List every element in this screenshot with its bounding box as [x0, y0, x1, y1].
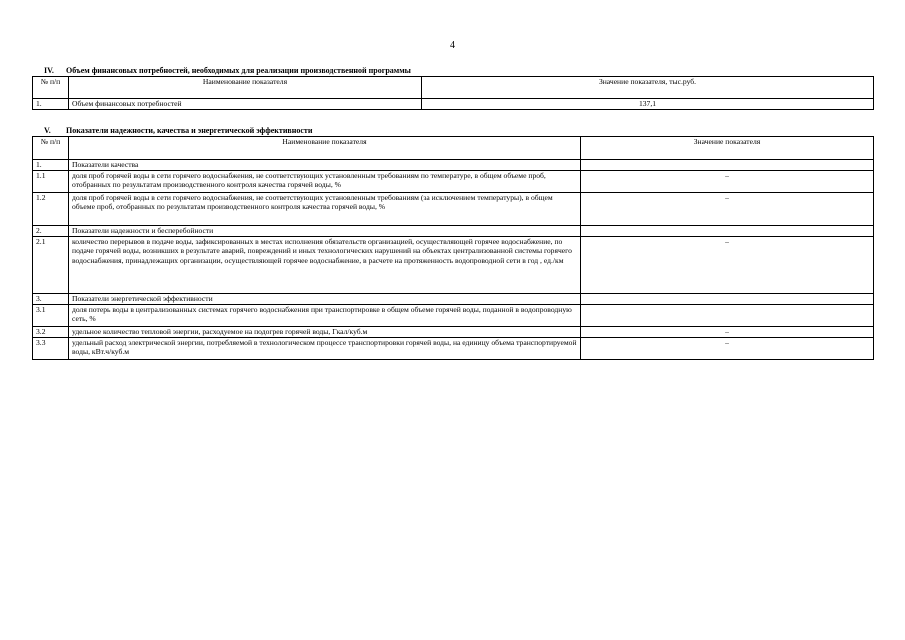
header-value: Значение показателя, тыс.руб.: [422, 77, 874, 99]
row-value: –: [581, 327, 874, 338]
row-value: 137,1: [422, 99, 874, 110]
row-value: [581, 305, 874, 327]
row-name: количество перерывов в подаче воды, зафиксированных в местах исполнения обязательств организацией, осуществляющей горячее водоснабжение, по подаче горячей воды, возникших в результате аварий, повреждений и иных технологических нарушений на объектах централизованной системы горячего водоснабжения, принадлежащих организации, осуществляющей горячее водоснабжение, в расчете на протяженность водопроводной сети в год , ед./км: [69, 237, 581, 294]
header-name: Наименование показателя: [69, 77, 422, 99]
row-num: 3.3: [33, 338, 69, 360]
financial-needs-table: [32, 76, 874, 110]
section-4-roman: IV.: [44, 66, 54, 75]
row-value: –: [581, 193, 874, 226]
section-5-roman: V.: [44, 126, 51, 135]
table-row: [33, 237, 874, 294]
row-name: Показатели надежности и бесперебойности: [69, 226, 581, 237]
table-row: [33, 193, 874, 226]
row-name: доля проб горячей воды в сети горячего водоснабжения, не соответствующих установленным требованиям (за исключением температуры), в общем объеме проб, отобранных по результатам производственного контроля качества горячей воды, %: [69, 193, 581, 226]
table-row: [33, 294, 874, 305]
section-5-title-text: Показатели надежности, качества и энергетической эффективности: [66, 126, 313, 135]
table-row: [33, 305, 874, 327]
table-header-row: [33, 77, 874, 99]
row-value: [581, 226, 874, 237]
table-row: [33, 338, 874, 360]
header-name: Наименование показателя: [69, 137, 581, 160]
header-num: № п/п: [33, 77, 69, 99]
table-row: [33, 226, 874, 237]
row-num: 1.: [33, 99, 69, 110]
row-name: доля проб горячей воды в сети горячего водоснабжения, не соответствующих установленным требованиям по температуре, в общем объеме проб, отобранных по результатам производственного контроля качества горячей воды, %: [69, 171, 581, 193]
row-num: 2.: [33, 226, 69, 237]
table-row: [33, 99, 874, 110]
row-value: –: [581, 338, 874, 360]
row-num: 3.: [33, 294, 69, 305]
row-value: –: [581, 171, 874, 193]
row-num: 1.: [33, 160, 69, 171]
header-num: № п/п: [33, 137, 69, 160]
row-num: 1.1: [33, 171, 69, 193]
reliability-table: [32, 136, 874, 360]
row-value: [581, 160, 874, 171]
table-row: [33, 160, 874, 171]
section-5-title: [32, 126, 312, 135]
row-num: 2.1: [33, 237, 69, 294]
header-value: Значение показателя: [581, 137, 874, 160]
row-name: Показатели качества: [69, 160, 581, 171]
row-value: [581, 294, 874, 305]
row-num: 3.2: [33, 327, 69, 338]
section-4-title-text: Объем финансовых потребностей, необходимых для реализации производственной программы: [66, 66, 411, 75]
row-name: удельный расход электрической энергии, потребляемой в технологическом процессе транспортировки горячей воды, на единицу объема транспортируемой воды, кВт.ч/куб.м: [69, 338, 581, 360]
table-header-row: [33, 137, 874, 160]
page-number: 4: [450, 40, 455, 51]
row-num: 1.2: [33, 193, 69, 226]
section-4-title: [32, 66, 411, 75]
row-name: Объем финансовых потребностей: [69, 99, 422, 110]
row-name: удельное количество тепловой энергии, расходуемое на подогрев горячей воды, Гкал/куб.м: [69, 327, 581, 338]
row-name: доля потерь воды в централизованных системах горячего водоснабжения при транспортировке в общем объеме горячей воды, поданной в водопроводную сеть, %: [69, 305, 581, 327]
table-row: [33, 171, 874, 193]
row-num: 3.1: [33, 305, 69, 327]
row-name: Показатели энергетической эффективности: [69, 294, 581, 305]
row-value: –: [581, 237, 874, 294]
table-row: [33, 327, 874, 338]
